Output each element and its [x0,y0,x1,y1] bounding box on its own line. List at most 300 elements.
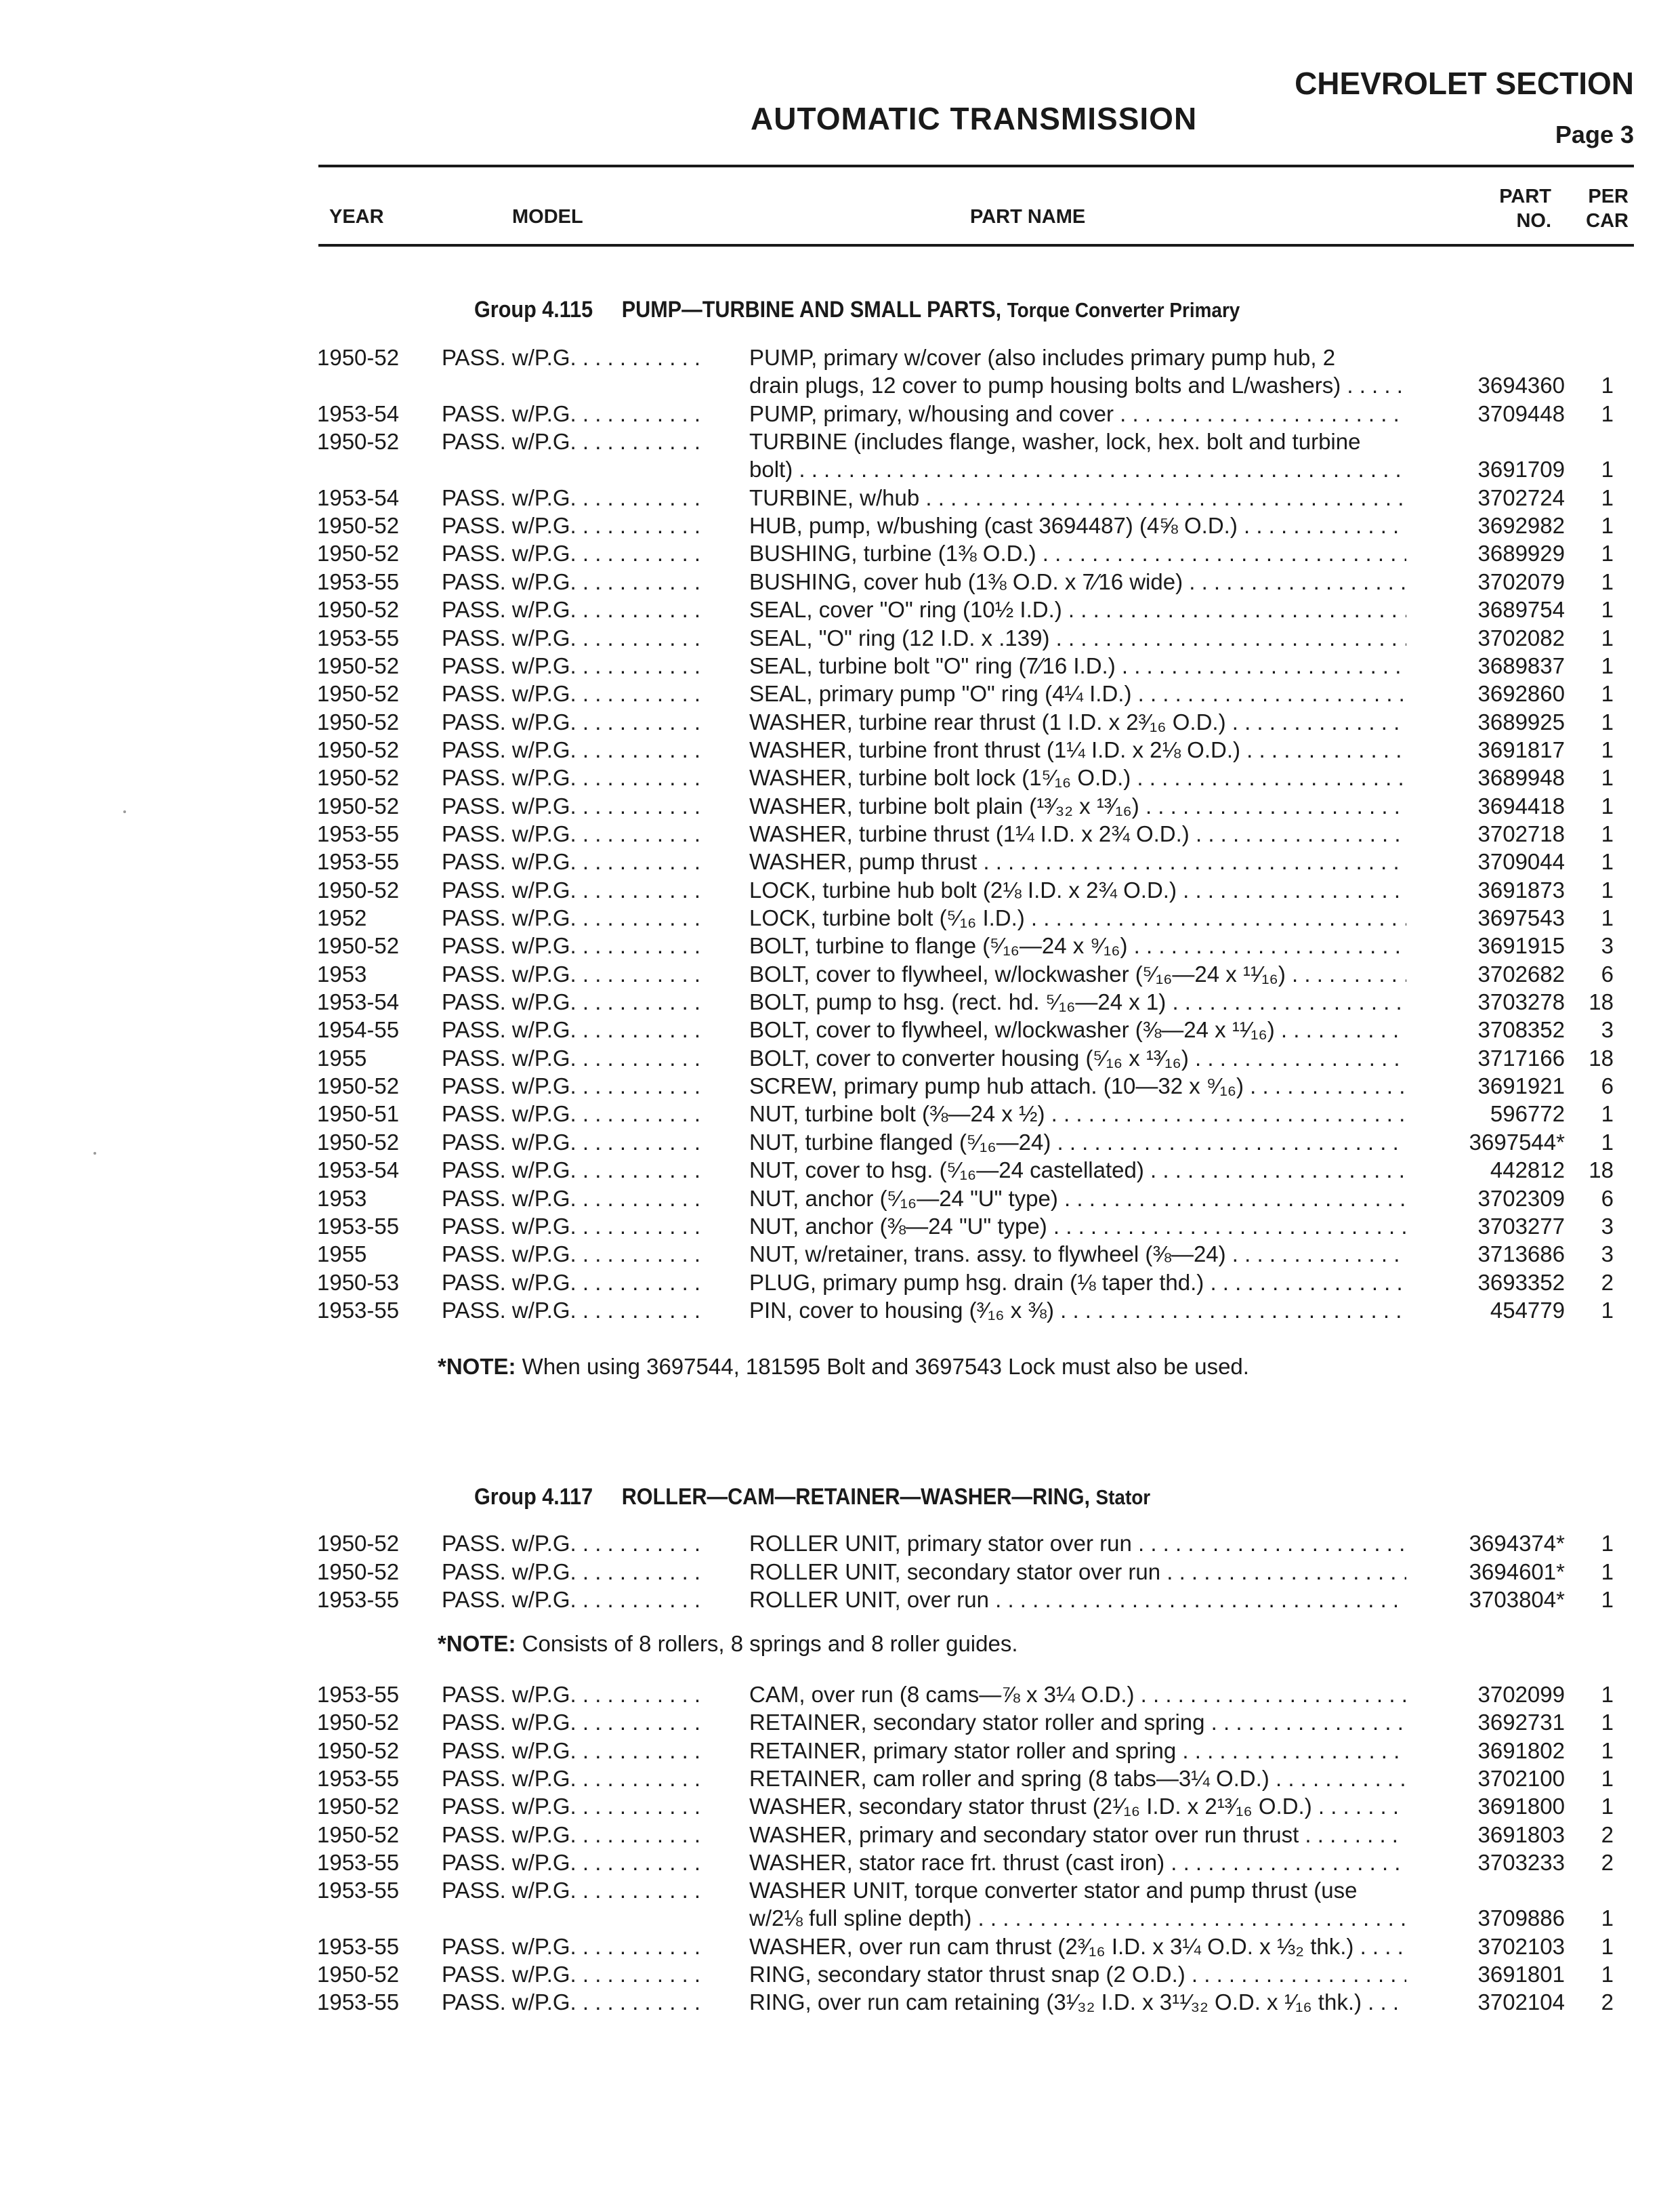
per-car-cell: 1 [1601,849,1614,875]
part-name-cell: SCREW, primary pump hub attach. (10—32 x ⁹⁄₁₆) . . . [749,1072,1406,1100]
per-car-cell: 1 [1601,821,1614,846]
year-cell: 1950-52 [317,597,400,623]
table-row [0,1737,1680,1765]
part-number-cell: 3689929 [1477,541,1565,566]
group-4117-title: ROLLER—CAM—RETAINER—WASHER—RING, [621,1484,1091,1510]
per-car-cell: 3 [1601,1213,1614,1239]
model-cell: PASS. w/P.G. . . . [442,1044,699,1073]
part-name-cell: NUT, turbine bolt (⅜—24 x ½) . . . [749,1100,1406,1128]
table-row [0,876,1680,905]
group-4115-title: PUMP—TURBINE AND SMALL PARTS, [621,297,1002,323]
part-name-cell: NUT, cover to hsg. (⁵⁄₁₆—24 castellated) . . . [749,1156,1406,1184]
group-4115-heading [474,297,1240,323]
table-row [0,736,1680,764]
year-cell: 1953-55 [317,1989,400,2015]
part-name-cell: LOCK, turbine bolt (⁵⁄₁₆ I.D.) . . . [749,904,1406,932]
per-car-cell: 1 [1601,1587,1614,1612]
part-name-cell: BUSHING, turbine (1⅜ O.D.) . . . [749,539,1406,568]
column-header-per-car [1572,184,1629,233]
year-cell: 1950-53 [317,1269,400,1295]
per-car-cell: 1 [1601,1794,1614,1819]
model-cell: PASS. w/P.G. . . . [442,1708,699,1737]
per-car-cell: 18 [1589,989,1614,1015]
model-cell: PASS. w/P.G. . . . [442,1960,699,1989]
year-cell: 1950-52 [317,1531,400,1556]
column-header-part-no-line1: PART [1499,186,1551,207]
per-car-cell: 1 [1601,1682,1614,1707]
header-rule-top [318,165,1634,167]
part-name-cell: RETAINER, cam roller and spring (8 tabs—3¼ O.D.) . . . [749,1764,1406,1793]
table-row [0,1876,1680,1905]
table-row [0,1988,1680,2017]
year-cell: 1953-55 [317,1878,400,1903]
table-row [0,988,1680,1016]
model-cell: PASS. w/P.G. . . . [442,1558,699,1586]
model-cell: PASS. w/P.G. . . . [442,1268,699,1297]
part-name-cell: NUT, turbine flanged (⁵⁄₁₆—24) . . . [749,1128,1406,1157]
model-cell: PASS. w/P.G. . . . [442,988,699,1016]
part-name-cell: NUT, anchor (⁵⁄₁₆—24 "U" type) . . . [749,1184,1406,1213]
year-cell: 1953-55 [317,1849,400,1875]
table-row [0,652,1680,680]
per-car-cell: 2 [1601,1269,1614,1295]
part-number-cell: 3689837 [1477,653,1565,678]
scan-speck [123,810,126,813]
year-cell: 1953-54 [317,484,400,510]
part-name-cell: BOLT, cover to converter housing (⁵⁄₁₆ x ¹³⁄₁₆) . . . [749,1044,1406,1073]
part-number-cell: 3693352 [1477,1269,1565,1295]
model-cell: PASS. w/P.G. . . . [442,1296,699,1325]
part-number-cell: 3713686 [1477,1241,1565,1267]
part-name-cell: WASHER, pump thrust . . . [749,848,1406,876]
year-cell: 1953-55 [317,625,400,651]
part-name-cell: WASHER, stator race frt. thrust (cast iron) . . . [749,1849,1406,1877]
table-row [0,848,1680,876]
year-cell: 1950-52 [317,1794,400,1819]
year-cell: 1950-52 [317,1821,400,1847]
part-number-cell: 3692731 [1477,1710,1565,1735]
year-cell: 1953-54 [317,1157,400,1183]
part-name-cell: SEAL, primary pump "O" ring (4¼ I.D.) . . . [749,680,1406,708]
per-car-cell: 2 [1601,1821,1614,1847]
per-car-cell: 1 [1601,653,1614,678]
table-row [0,1933,1680,1961]
model-cell: PASS. w/P.G. . . . [442,904,699,932]
per-car-cell: 1 [1601,569,1614,594]
part-name-cell: ROLLER UNIT, secondary stator over run . . . [749,1558,1406,1586]
part-name-cell: BUSHING, cover hub (1⅜ O.D. x 7⁄16 wide) . . . [749,568,1406,596]
table-row [0,1268,1680,1297]
header-rule-bottom [318,244,1634,247]
model-cell: PASS. w/P.G. . . . [442,960,699,989]
year-cell: 1950-52 [317,737,400,762]
part-name-cell: SEAL, turbine bolt "O" ring (7⁄16 I.D.) . . . [749,652,1406,680]
per-car-cell: 1 [1601,1531,1614,1556]
model-cell: PASS. w/P.G. . . . [442,344,699,372]
group-4115-note [438,1354,1249,1380]
part-name-cell: WASHER, turbine rear thrust (1 I.D. x 2³⁄₁₆ O.D.) . . . [749,708,1406,737]
year-cell: 1950-52 [317,793,400,819]
year-cell: 1953-55 [317,1213,400,1239]
year-cell: 1950-52 [317,1710,400,1735]
part-number-cell: 3717166 [1477,1045,1565,1071]
part-number-cell: 3702724 [1477,484,1565,510]
table-row [0,455,1680,484]
year-cell: 1955 [317,1045,367,1071]
model-cell: PASS. w/P.G. . . . [442,792,699,821]
table-row [0,1708,1680,1737]
model-cell: PASS. w/P.G. . . . [442,708,699,737]
note-label: *NOTE: [438,1354,516,1379]
per-car-cell: 1 [1601,709,1614,735]
manual-section: CHEVROLET SECTION [1295,66,1634,101]
part-name-cell: ROLLER UNIT, primary stator over run . . . [749,1529,1406,1558]
column-header-year: YEAR [329,206,384,228]
table-row [0,568,1680,596]
table-row [0,764,1680,792]
table-row [0,960,1680,989]
table-row [0,680,1680,708]
year-cell: 1950-51 [317,1101,400,1127]
part-number-cell: 3694418 [1477,793,1565,819]
model-cell: PASS. w/P.G. . . . [442,652,699,680]
per-car-cell: 6 [1601,961,1614,987]
table-row [0,1044,1680,1073]
part-number-cell: 3689925 [1477,709,1565,735]
per-car-cell: 2 [1601,1989,1614,2015]
note-label: *NOTE: [438,1631,516,1656]
per-car-cell: 3 [1601,1241,1614,1267]
column-header-per-car-line1: PER [1588,186,1629,207]
part-name-cell: PUMP, primary, w/housing and cover . . . [749,400,1406,428]
part-number-cell: 3691803 [1477,1821,1565,1847]
part-number-cell: 3702082 [1477,625,1565,651]
part-number-cell: 3702100 [1477,1765,1565,1791]
model-cell: PASS. w/P.G. . . . [442,1100,699,1128]
year-cell: 1955 [317,1241,367,1267]
model-cell: PASS. w/P.G. . . . [442,1737,699,1765]
part-name-cell: RING, over run cam retaining (3¹⁄₃₂ I.D. x 3¹¹⁄₃₂ O.D. x ¹⁄₁₆ thk.) . . . [749,1988,1406,2017]
part-name-cell: WASHER, over run cam thrust (2³⁄₁₆ I.D. x 3¼ O.D. x ⅓₂ thk.) . . . [749,1933,1406,1961]
model-cell: PASS. w/P.G. . . . [442,1988,699,2017]
part-name-cell: NUT, w/retainer, trans. assy. to flywheel (⅜—24) . . . [749,1240,1406,1268]
table-row [0,1529,1680,1558]
model-cell: PASS. w/P.G. . . . [442,820,699,848]
year-cell: 1953 [317,1185,367,1211]
part-name-cell: SEAL, "O" ring (12 I.D. x .139) . . . [749,624,1406,653]
part-number-cell: 3689754 [1477,597,1565,623]
year-cell: 1950-52 [317,345,400,370]
model-cell: PASS. w/P.G. . . . [442,1184,699,1213]
table-row [0,371,1680,400]
year-cell: 1953-54 [317,989,400,1015]
column-header-part-name: PART NAME [970,206,1086,228]
year-cell: 1954-55 [317,1017,400,1043]
per-car-cell: 1 [1601,1129,1614,1155]
year-cell: 1950-52 [317,1073,400,1099]
part-name-cell: PUMP, primary w/cover (also includes primary pump hub, 2 [749,345,1336,370]
per-car-cell: 6 [1601,1073,1614,1099]
part-name-cell: HUB, pump, w/bushing (cast 3694487) (4⅝ O.D.) . . . [749,512,1406,540]
part-number-cell: 3709448 [1477,400,1565,426]
year-cell: 1950-52 [317,1559,400,1584]
table-row [0,1849,1680,1877]
part-number-cell: 442812 [1490,1157,1565,1183]
group-4117-note [438,1631,1018,1657]
table-row [0,904,1680,932]
year-cell: 1953-55 [317,1933,400,1959]
table-row [0,708,1680,737]
per-car-cell: 1 [1601,905,1614,930]
table-row [0,1184,1680,1213]
part-number-cell: 3702309 [1477,1185,1565,1211]
table-row [0,1156,1680,1184]
model-cell: PASS. w/P.G. . . . [442,1529,699,1558]
per-car-cell: 1 [1601,765,1614,791]
note-text: When using 3697544, 181595 Bolt and 3697543 Lock must also be used. [516,1354,1249,1379]
part-name-cell: RETAINER, secondary stator roller and spring . . . [749,1708,1406,1737]
column-header-per-car-line2: CAR [1586,210,1629,232]
per-car-cell: 3 [1601,933,1614,959]
part-number-cell: 3703278 [1477,989,1565,1015]
part-name-cell: WASHER UNIT, torque converter stator and pump thrust (use [749,1878,1358,1903]
year-cell: 1950-52 [317,877,400,903]
year-cell: 1953-54 [317,400,400,426]
part-number-cell: 454779 [1490,1297,1565,1323]
group-4115-number: Group 4.115 [474,297,593,323]
per-car-cell: 18 [1589,1157,1614,1183]
year-cell: 1953-55 [317,1587,400,1612]
model-cell: PASS. w/P.G. . . . [442,1016,699,1044]
part-number-cell: 3702079 [1477,569,1565,594]
per-car-cell: 1 [1601,1101,1614,1127]
part-name-cell: PLUG, primary pump hsg. drain (⅛ taper thd.) . . . [749,1268,1406,1297]
year-cell: 1950-52 [317,933,400,959]
table-row [0,1764,1680,1793]
per-car-cell: 1 [1601,793,1614,819]
model-cell: PASS. w/P.G. . . . [442,680,699,708]
part-number-cell: 3708352 [1477,1017,1565,1043]
model-cell: PASS. w/P.G. . . . [442,932,699,960]
year-cell: 1953-55 [317,821,400,846]
model-cell: PASS. w/P.G. . . . [442,596,699,624]
model-cell: PASS. w/P.G. . . . [442,1933,699,1961]
model-cell: PASS. w/P.G. . . . [442,568,699,596]
year-cell: 1953-55 [317,849,400,875]
part-number-cell: 3691801 [1477,1962,1565,1987]
part-name-cell: ROLLER UNIT, over run . . . [749,1586,1406,1614]
year-cell: 1950-52 [317,1737,400,1763]
part-name-cell: WASHER, turbine front thrust (1¼ I.D. x 2⅛ O.D.) . . . [749,736,1406,764]
part-name-cell: bolt) . . . [749,455,1406,484]
per-car-cell: 6 [1601,1185,1614,1211]
per-car-cell: 1 [1601,1962,1614,1987]
table-row [0,1016,1680,1044]
table-row [0,792,1680,821]
part-number-cell: 3691915 [1477,933,1565,959]
table-row [0,512,1680,540]
model-cell: PASS. w/P.G. . . . [442,512,699,540]
part-name-cell: RING, secondary stator thrust snap (2 O.D.) . . . [749,1960,1406,1989]
model-cell: PASS. w/P.G. . . . [442,1212,699,1241]
table-row [0,400,1680,428]
page-number: Page 3 [1555,121,1634,148]
model-cell: PASS. w/P.G. . . . [442,428,699,456]
part-name-cell: RETAINER, primary stator roller and spring . . . [749,1737,1406,1765]
part-number-cell: 3709886 [1477,1905,1565,1931]
part-name-cell: WASHER, turbine bolt lock (1⁵⁄₁₆ O.D.) . . . [749,764,1406,792]
part-number-cell: 3692982 [1477,513,1565,539]
table-row [0,539,1680,568]
table-row [0,344,1680,372]
table-row [0,1586,1680,1614]
part-name-cell: WASHER, turbine bolt plain (¹³⁄₃₂ x ¹³⁄₁₆) . . . [749,792,1406,821]
model-cell: PASS. w/P.G. . . . [442,736,699,764]
model-cell: PASS. w/P.G. . . . [442,624,699,653]
part-number-cell: 596772 [1490,1101,1565,1127]
model-cell: PASS. w/P.G. . . . [442,848,699,876]
scan-speck [93,1152,96,1155]
part-name-cell: BOLT, cover to flywheel, w/lockwasher (⅜—24 x ¹¹⁄₁₆) . . . [749,1016,1406,1044]
year-cell: 1950-52 [317,709,400,735]
table-row [0,1821,1680,1849]
part-name-cell: WASHER, primary and secondary stator over run thrust . . . [749,1821,1406,1849]
part-number-cell: 3703277 [1477,1213,1565,1239]
model-cell: PASS. w/P.G. . . . [442,484,699,512]
model-cell: PASS. w/P.G. . . . [442,1849,699,1877]
model-cell: PASS. w/P.G. . . . [442,1876,699,1905]
model-cell: PASS. w/P.G. . . . [442,876,699,905]
per-car-cell: 1 [1601,1933,1614,1959]
part-number-cell: 3694374* [1469,1531,1565,1556]
part-name-cell: PIN, cover to housing (³⁄₁₆ x ⅜) . . . [749,1296,1406,1325]
part-number-cell: 3691873 [1477,877,1565,903]
table-row [0,932,1680,960]
table-row [0,1558,1680,1586]
model-cell: PASS. w/P.G. . . . [442,1072,699,1100]
year-cell: 1953 [317,961,367,987]
table-row [0,428,1680,456]
group-4117-heading [474,1484,1150,1510]
table-row [0,596,1680,624]
table-row [0,1128,1680,1157]
year-cell: 1953-55 [317,1765,400,1791]
part-number-cell: 3702103 [1477,1933,1565,1959]
year-cell: 1952 [317,905,367,930]
column-header-part-no-line2: NO. [1516,210,1551,232]
part-number-cell: 3691709 [1477,457,1565,482]
part-number-cell: 3691817 [1477,737,1565,762]
year-cell: 1950-52 [317,1962,400,1987]
model-cell: PASS. w/P.G. . . . [442,1156,699,1184]
model-cell: PASS. w/P.G. . . . [442,1680,699,1709]
per-car-cell: 1 [1601,400,1614,426]
year-cell: 1950-52 [317,765,400,791]
part-number-cell: 3691802 [1477,1737,1565,1763]
year-cell: 1953-55 [317,1297,400,1323]
part-number-cell: 3709044 [1477,849,1565,875]
part-number-cell: 3702682 [1477,961,1565,987]
year-cell: 1950-52 [317,541,400,566]
part-number-cell: 3691921 [1477,1073,1565,1099]
model-cell: PASS. w/P.G. . . . [442,1128,699,1157]
note-text: Consists of 8 rollers, 8 springs and 8 roller guides. [516,1631,1018,1656]
model-cell: PASS. w/P.G. . . . [442,1586,699,1614]
model-cell: PASS. w/P.G. . . . [442,764,699,792]
table-row [0,1904,1680,1933]
part-number-cell: 3697543 [1477,905,1565,930]
part-number-cell: 3702718 [1477,821,1565,846]
part-name-cell: WASHER, turbine thrust (1¼ I.D. x 2¾ O.D.) . . . [749,820,1406,848]
part-name-cell: LOCK, turbine hub bolt (2⅛ I.D. x 2¾ O.D.) . . . [749,876,1406,905]
table-row [0,1792,1680,1821]
table-row [0,1296,1680,1325]
part-number-cell: 3694601* [1469,1559,1565,1584]
per-car-cell: 1 [1601,597,1614,623]
model-cell: PASS. w/P.G. . . . [442,539,699,568]
table-row [0,1212,1680,1241]
year-cell: 1950-52 [317,429,400,455]
part-number-cell: 3692860 [1477,681,1565,707]
section-title: AUTOMATIC TRANSMISSION [751,101,1198,136]
model-cell: PASS. w/P.G. . . . [442,1764,699,1793]
part-name-cell: w/2⅛ full spline depth) . . . [749,1904,1406,1933]
group-4117-number: Group 4.117 [474,1484,593,1510]
per-car-cell: 1 [1601,625,1614,651]
part-number-cell: 3702104 [1477,1989,1565,2015]
model-cell: PASS. w/P.G. . . . [442,400,699,428]
per-car-cell: 1 [1601,1765,1614,1791]
table-row [0,484,1680,512]
part-name-cell: TURBINE (includes flange, washer, lock, hex. bolt and turbine [749,429,1361,455]
per-car-cell: 1 [1601,877,1614,903]
per-car-cell: 1 [1601,737,1614,762]
table-row [0,1100,1680,1128]
part-number-cell: 3703233 [1477,1849,1565,1875]
per-car-cell: 1 [1601,457,1614,482]
part-number-cell: 3694360 [1477,373,1565,398]
model-cell: PASS. w/P.G. . . . [442,1821,699,1849]
part-name-cell: BOLT, cover to flywheel, w/lockwasher (⁵⁄₁₆—24 x ¹¹⁄₁₆) . . . [749,960,1406,989]
table-row [0,1680,1680,1709]
part-name-cell: drain plugs, 12 cover to pump housing bolts and L/washers) . . . [749,371,1406,400]
year-cell: 1953-55 [317,1682,400,1707]
part-number-cell: 3691800 [1477,1794,1565,1819]
per-car-cell: 1 [1601,681,1614,707]
year-cell: 1953-55 [317,569,400,594]
per-car-cell: 1 [1601,1559,1614,1584]
group-4117-subtitle: Stator [1095,1485,1151,1509]
table-row [0,1072,1680,1100]
per-car-cell: 1 [1601,373,1614,398]
table-row [0,1240,1680,1268]
per-car-cell: 1 [1601,513,1614,539]
part-number-cell: 3702099 [1477,1682,1565,1707]
per-car-cell: 1 [1601,1710,1614,1735]
per-car-cell: 1 [1601,1905,1614,1931]
per-car-cell: 1 [1601,1737,1614,1763]
table-row [0,820,1680,848]
per-car-cell: 1 [1601,1297,1614,1323]
per-car-cell: 1 [1601,484,1614,510]
part-name-cell: WASHER, secondary stator thrust (2¹⁄₁₆ I.D. x 2¹³⁄₁₆ O.D.) . . . [749,1792,1406,1821]
year-cell: 1950-52 [317,513,400,539]
year-cell: 1950-52 [317,1129,400,1155]
part-name-cell: NUT, anchor (⅜—24 "U" type) . . . [749,1212,1406,1241]
part-name-cell: CAM, over run (8 cams—⅞ x 3¼ O.D.) . . . [749,1680,1406,1709]
per-car-cell: 3 [1601,1017,1614,1043]
part-name-cell: TURBINE, w/hub . . . [749,484,1406,512]
